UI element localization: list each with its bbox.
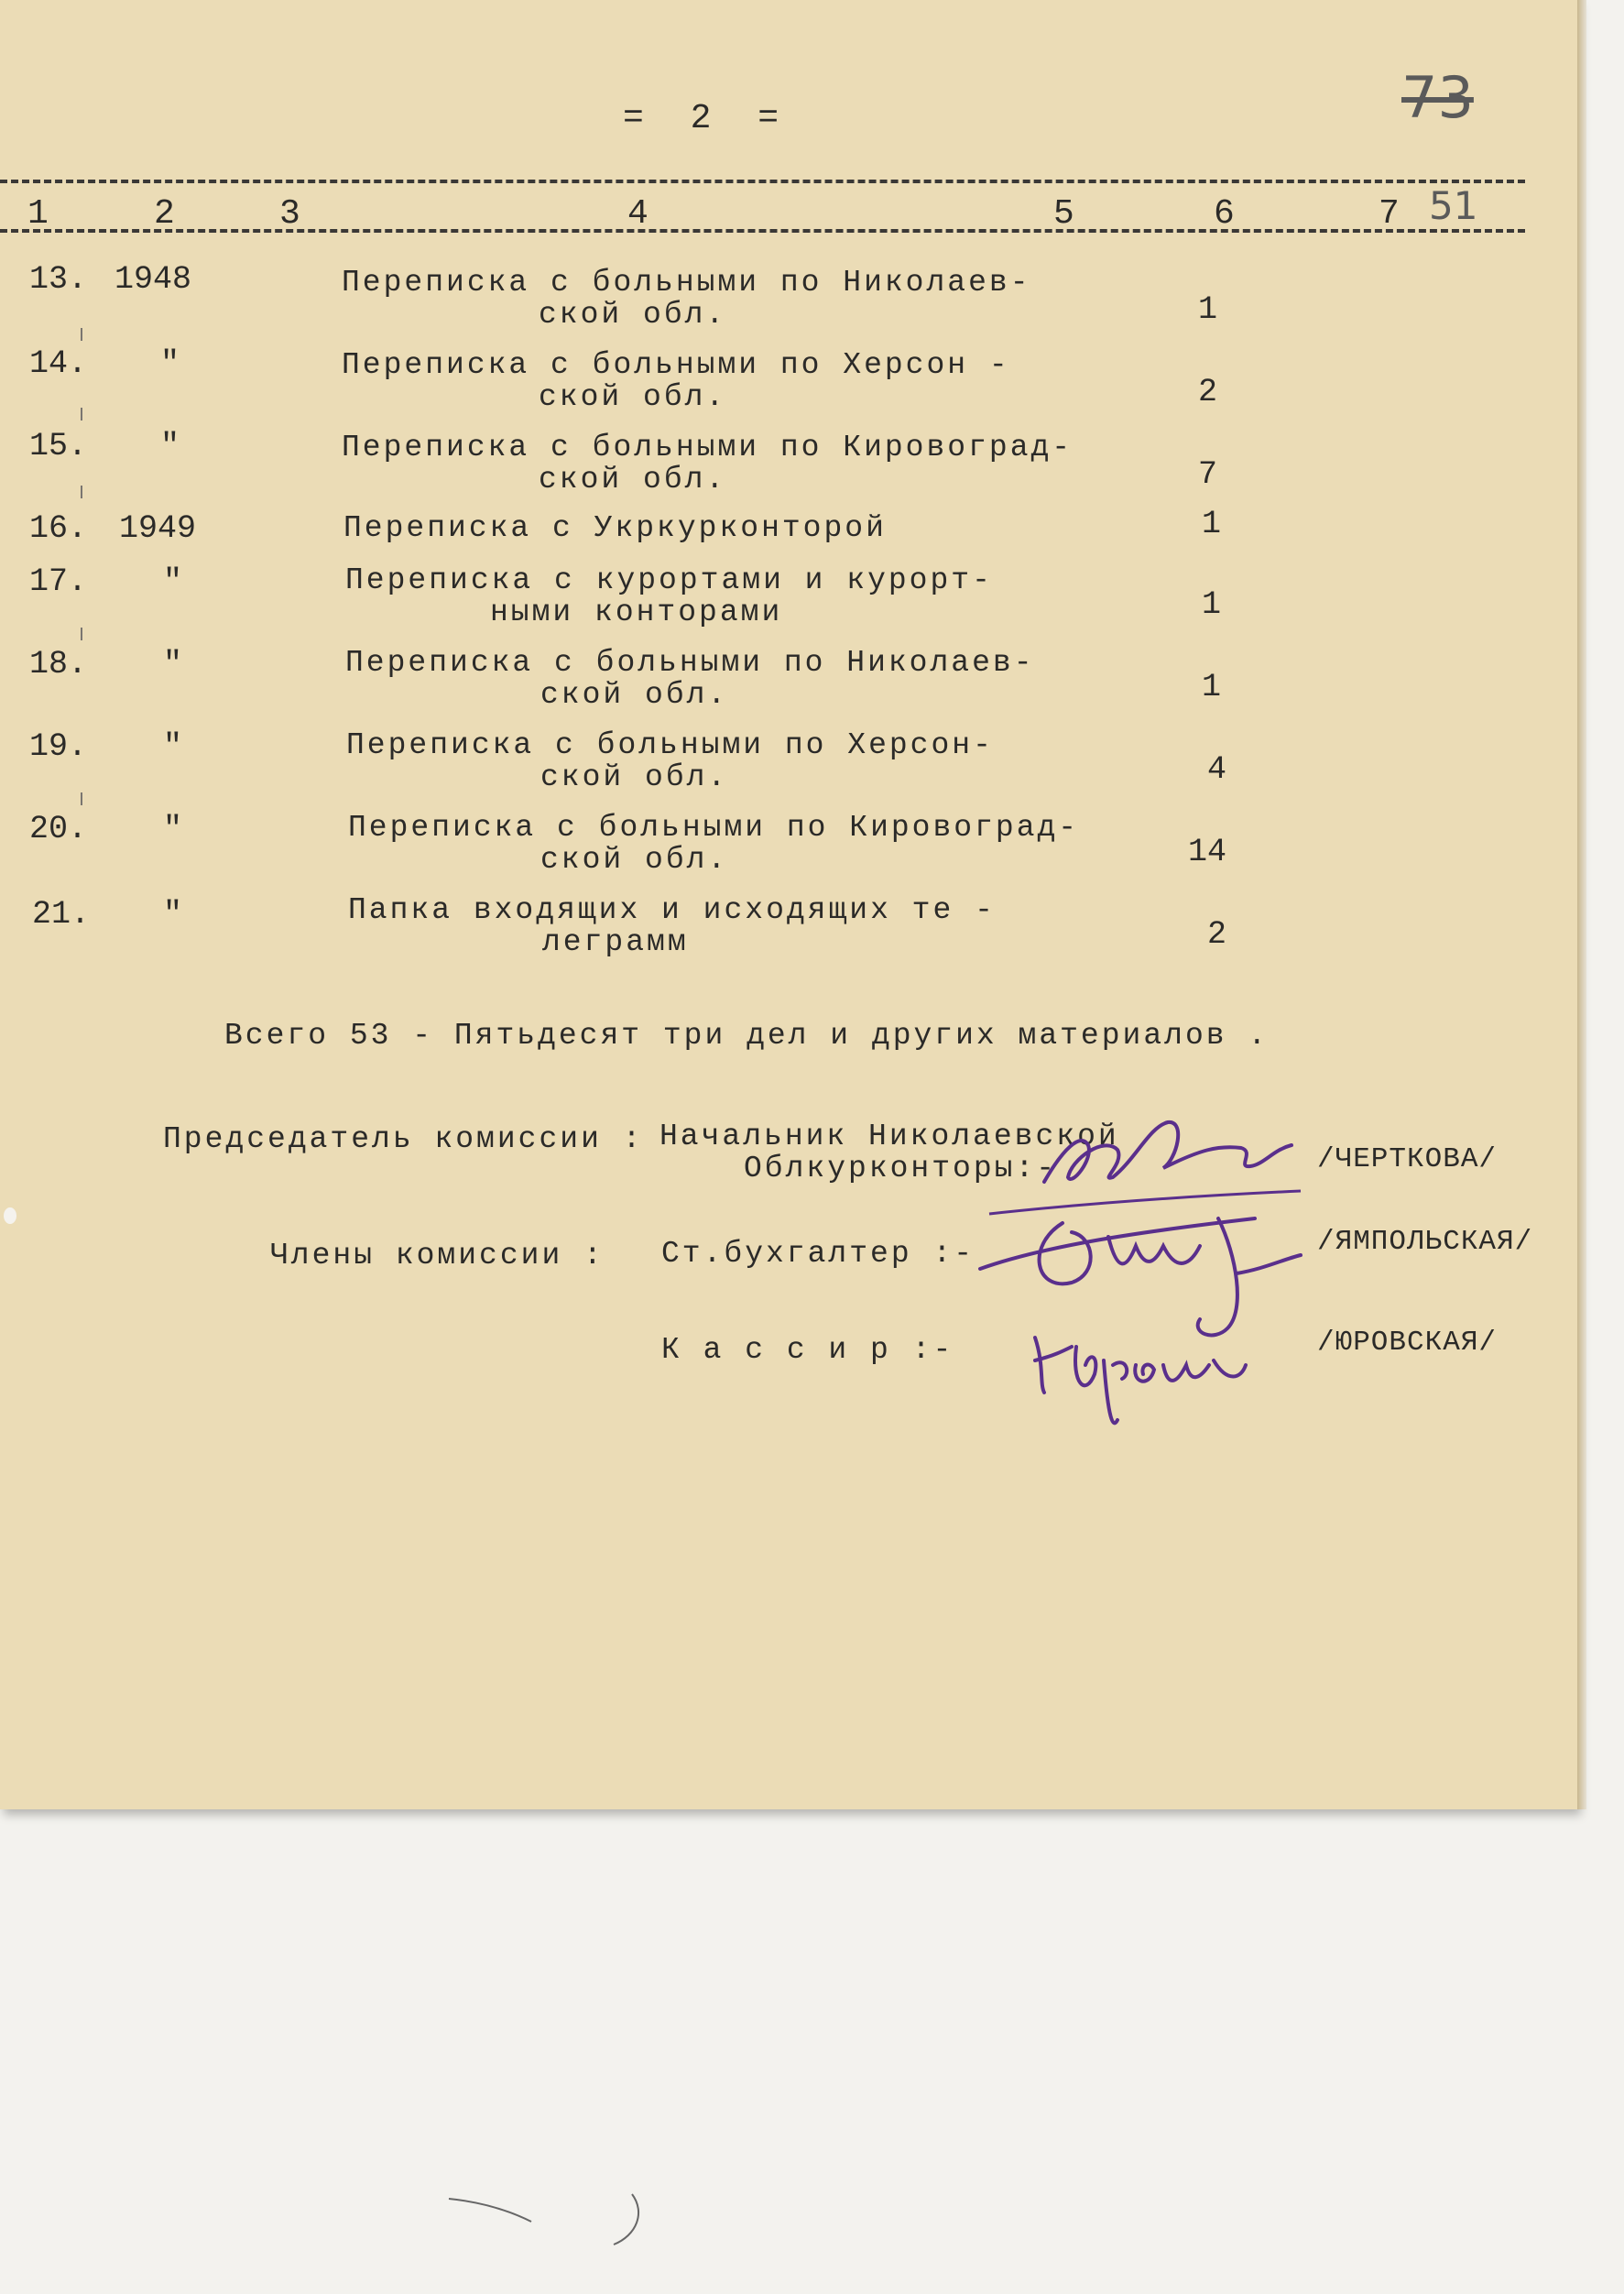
chair-position-line2: Облкурконторы:- (744, 1152, 1058, 1185)
row-title-line1: Переписка с больными по Херсон- (346, 728, 994, 762)
row-title-line1: Переписка с больными по Николаев- (345, 646, 1035, 680)
column-header-1: 1 (27, 194, 49, 234)
table-top-rule (0, 180, 1525, 183)
row-title-line2: ской обл. (539, 380, 727, 414)
row-title-line2: ской обл. (540, 760, 729, 794)
row-quantity: 1 (1202, 506, 1222, 542)
row-title-line2: ными конторами (490, 595, 783, 629)
member2-name: /ЮРОВСКАЯ/ (1317, 1327, 1498, 1359)
row-quantity: 1 (1202, 669, 1222, 705)
pencil-mark (81, 328, 82, 341)
page-number: = 2 = (623, 99, 792, 138)
row-title-line1: Переписка с Укркурконторой (343, 511, 887, 545)
row-year: " (163, 728, 183, 765)
row-title-line1: Переписка с больными по Кировоград- (348, 811, 1080, 845)
row-year: 1948 (114, 261, 192, 298)
member1-position: Ст.бухгалтер :- (661, 1237, 975, 1271)
column-header-2: 2 (154, 194, 175, 234)
chair-label: Председатель комиссии : (163, 1122, 644, 1156)
row-year: 1949 (119, 510, 197, 547)
pencil-mark (81, 628, 82, 640)
row-title-line1: Переписка с больными по Херсон - (342, 348, 1010, 382)
chair-position-line1: Начальник Николаевской (659, 1120, 1119, 1153)
pencil-mark (81, 486, 82, 498)
row-title-line1: Папка входящих и исходящих те - (348, 893, 996, 927)
row-quantity: 14 (1188, 834, 1227, 870)
row-number: 20. (29, 811, 88, 847)
row-quantity: 1 (1202, 586, 1222, 623)
row-number: 19. (29, 728, 88, 765)
row-quantity: 7 (1198, 456, 1218, 493)
member2-position: К а с с и р :- (661, 1333, 954, 1367)
member2-signature-text (1052, 1419, 1058, 1421)
row-title-line2: леграмм (542, 925, 689, 959)
archive-number-old: 73 (1401, 64, 1474, 131)
row-title-line2: ской обл. (539, 463, 727, 497)
column-header-6: 6 (1214, 194, 1235, 234)
sheet-edge (1577, 0, 1586, 1809)
pencil-mark (81, 408, 82, 421)
row-number: 14. (29, 345, 88, 382)
row-title-line2: ской обл. (540, 843, 729, 877)
members-label: Члены комиссии : (270, 1239, 605, 1273)
row-number: 21. (32, 896, 91, 933)
row-year: " (163, 563, 183, 600)
row-year: " (163, 646, 183, 683)
row-number: 17. (29, 563, 88, 600)
chair-name: /ЧЕРТКОВА/ (1317, 1143, 1498, 1175)
binding-hole (4, 1207, 16, 1224)
row-year: " (163, 811, 183, 847)
row-number: 18. (29, 646, 88, 683)
row-quantity: 2 (1198, 374, 1218, 410)
row-title-line2: ской обл. (540, 678, 729, 712)
row-number: 16. (29, 510, 88, 547)
column-header-4: 4 (627, 194, 649, 234)
archive-number-new: 51 (1429, 183, 1478, 228)
row-number: 13. (29, 261, 88, 298)
column-header-7: 7 (1379, 194, 1400, 234)
row-title-line1: Переписка с больными по Кировоград- (342, 431, 1074, 464)
row-year: " (163, 896, 183, 933)
row-title-line1: Переписка с больными по Николаев- (342, 266, 1031, 300)
row-quantity: 4 (1207, 751, 1227, 788)
row-quantity: 2 (1207, 916, 1227, 953)
row-year: " (160, 345, 180, 382)
row-number: 15. (29, 428, 88, 464)
table-header-rule (0, 229, 1525, 233)
column-header-3: 3 (279, 194, 300, 234)
member2-signature (1017, 1310, 1255, 1438)
row-title-line2: ской обл. (539, 298, 727, 332)
table-scratch-mark (440, 2185, 733, 2258)
pencil-mark (81, 792, 82, 805)
row-title-line1: Переписка с курортами и курорт- (345, 563, 993, 597)
row-quantity: 1 (1198, 291, 1218, 328)
row-year: " (160, 428, 180, 464)
total-line: Всего 53 - Пятьдесят три дел и других материалов . (224, 1019, 1270, 1053)
column-header-5: 5 (1053, 194, 1074, 234)
member1-name: /ЯМПОЛЬСКАЯ/ (1317, 1226, 1533, 1258)
